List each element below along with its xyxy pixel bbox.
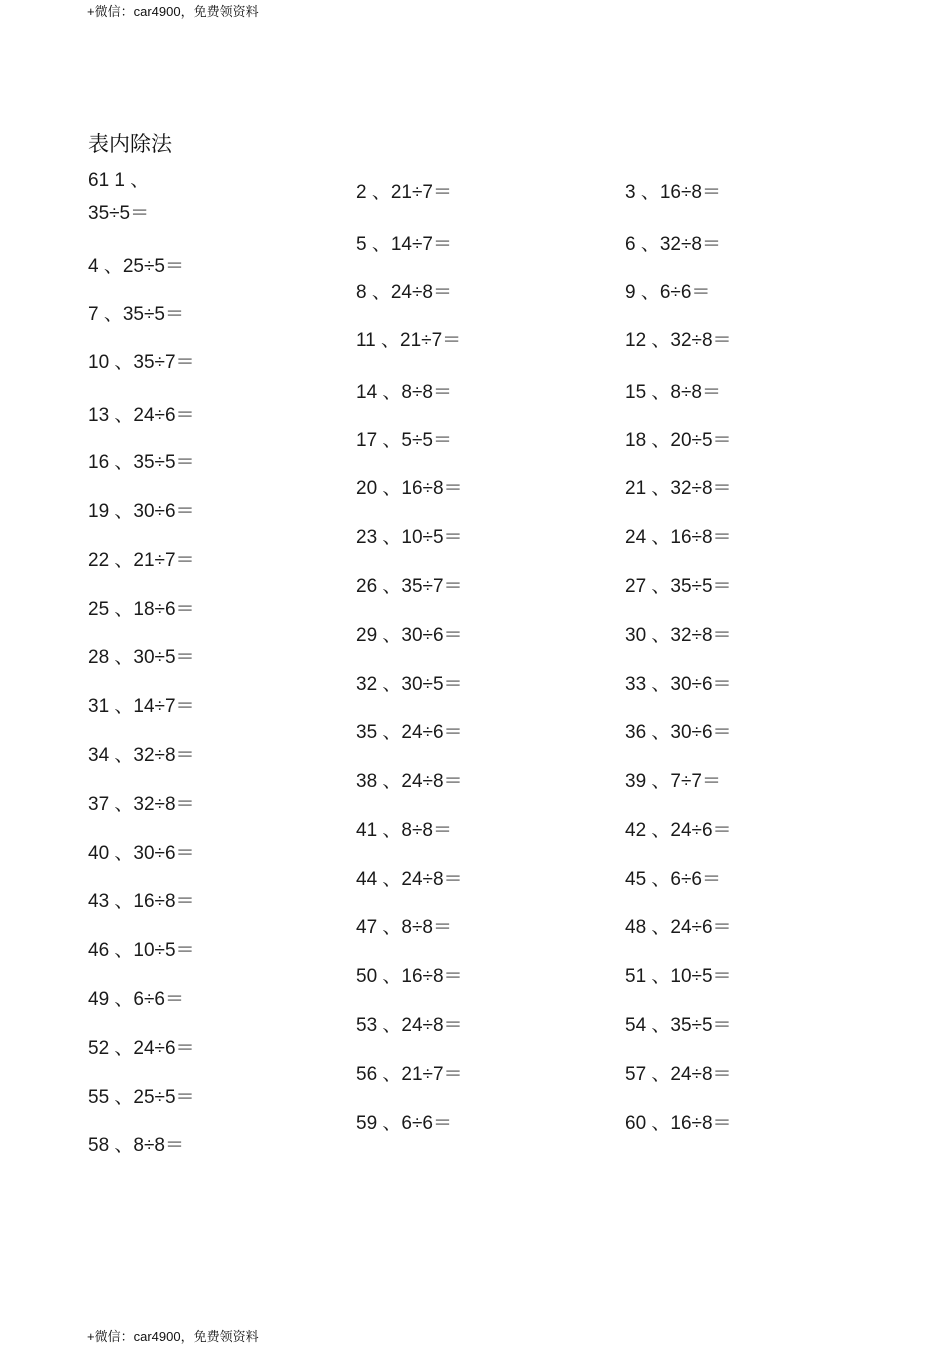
problem-48: 48 、24÷6＝ [625, 917, 732, 938]
problem-50: 50 、16÷8＝ [356, 966, 463, 987]
problem-26: 26 、35÷7＝ [356, 576, 463, 597]
problem-47: 47 、8÷8＝ [356, 917, 452, 938]
problem-34: 34 、32÷8＝ [88, 745, 195, 766]
problem-19: 19 、30÷6＝ [88, 501, 195, 522]
problem-55: 55 、25÷5＝ [88, 1087, 195, 1108]
problem-11: 11 、21÷7＝ [356, 330, 462, 351]
problem-37: 37 、32÷8＝ [88, 794, 195, 815]
problem-18: 18 、20÷5＝ [625, 430, 732, 451]
problem-12: 12 、32÷8＝ [625, 330, 732, 351]
problem-43: 43 、16÷8＝ [88, 891, 195, 912]
problem-6: 6 、32÷8＝ [625, 234, 721, 255]
worksheet-title: 表内除法 [88, 132, 172, 156]
problem-24: 24 、16÷8＝ [625, 527, 732, 548]
problem-17: 17 、5÷5＝ [356, 430, 452, 451]
problem-49: 49 、6÷6＝ [88, 989, 184, 1010]
problem-30: 30 、32÷8＝ [625, 625, 732, 646]
problem-40: 40 、30÷6＝ [88, 843, 195, 864]
problem-53: 53 、24÷8＝ [356, 1015, 463, 1036]
problem-31: 31 、14÷7＝ [88, 696, 195, 717]
problem-20: 20 、16÷8＝ [356, 478, 463, 499]
problem-56: 56 、21÷7＝ [356, 1064, 463, 1085]
problem-42: 42 、24÷6＝ [625, 820, 732, 841]
problem-46: 46 、10÷5＝ [88, 940, 195, 961]
problem-8: 8 、24÷8＝ [356, 282, 452, 303]
problem-10: 10 、35÷7＝ [88, 352, 195, 373]
problem-38: 38 、24÷8＝ [356, 771, 463, 792]
problem-28: 28 、30÷5＝ [88, 647, 195, 668]
problem-22: 22 、21÷7＝ [88, 550, 195, 571]
problem-27: 27 、35÷5＝ [625, 576, 732, 597]
problem-21: 21 、32÷8＝ [625, 478, 732, 499]
problem-41: 41 、8÷8＝ [356, 820, 452, 841]
problem-39: 39 、7÷7＝ [625, 771, 721, 792]
problem-2: 2 、21÷7＝ [356, 182, 452, 203]
problem-57: 57 、24÷8＝ [625, 1064, 732, 1085]
problem-35: 35 、24÷6＝ [356, 722, 463, 743]
problem-58: 58 、8÷8＝ [88, 1135, 184, 1156]
header-contact-text: +微信：car4900，免费领资料 [87, 4, 259, 19]
problem-14: 14 、8÷8＝ [356, 382, 452, 403]
problem-54: 54 、35÷5＝ [625, 1015, 732, 1036]
problem-59: 59 、6÷6＝ [356, 1113, 452, 1134]
problem-7: 7 、35÷5＝ [88, 304, 184, 325]
problem-32: 32 、30÷5＝ [356, 674, 463, 695]
problem-15: 15 、8÷8＝ [625, 382, 721, 403]
problem-51: 51 、10÷5＝ [625, 966, 732, 987]
problem-9: 9 、6÷6＝ [625, 282, 711, 303]
problem-13: 13 、24÷6＝ [88, 405, 195, 426]
problem-45: 45 、6÷6＝ [625, 869, 721, 890]
problem-33: 33 、30÷6＝ [625, 674, 732, 695]
problem-23: 23 、10÷5＝ [356, 527, 463, 548]
problem-52: 52 、24÷6＝ [88, 1038, 195, 1059]
problem-1-label: 61 1 、 [88, 170, 150, 191]
footer-contact-text: +微信：car4900，免费领资料 [87, 1329, 259, 1344]
problem-60: 60 、16÷8＝ [625, 1113, 732, 1134]
problem-3: 3 、16÷8＝ [625, 182, 721, 203]
problem-4: 4 、25÷5＝ [88, 256, 184, 277]
problem-16: 16 、35÷5＝ [88, 452, 195, 473]
problem-1-expression: 35÷5＝ [88, 203, 150, 224]
problem-44: 44 、24÷8＝ [356, 869, 463, 890]
problem-36: 36 、30÷6＝ [625, 722, 732, 743]
problem-5: 5 、14÷7＝ [356, 234, 452, 255]
problem-29: 29 、30÷6＝ [356, 625, 463, 646]
problem-25: 25 、18÷6＝ [88, 599, 195, 620]
